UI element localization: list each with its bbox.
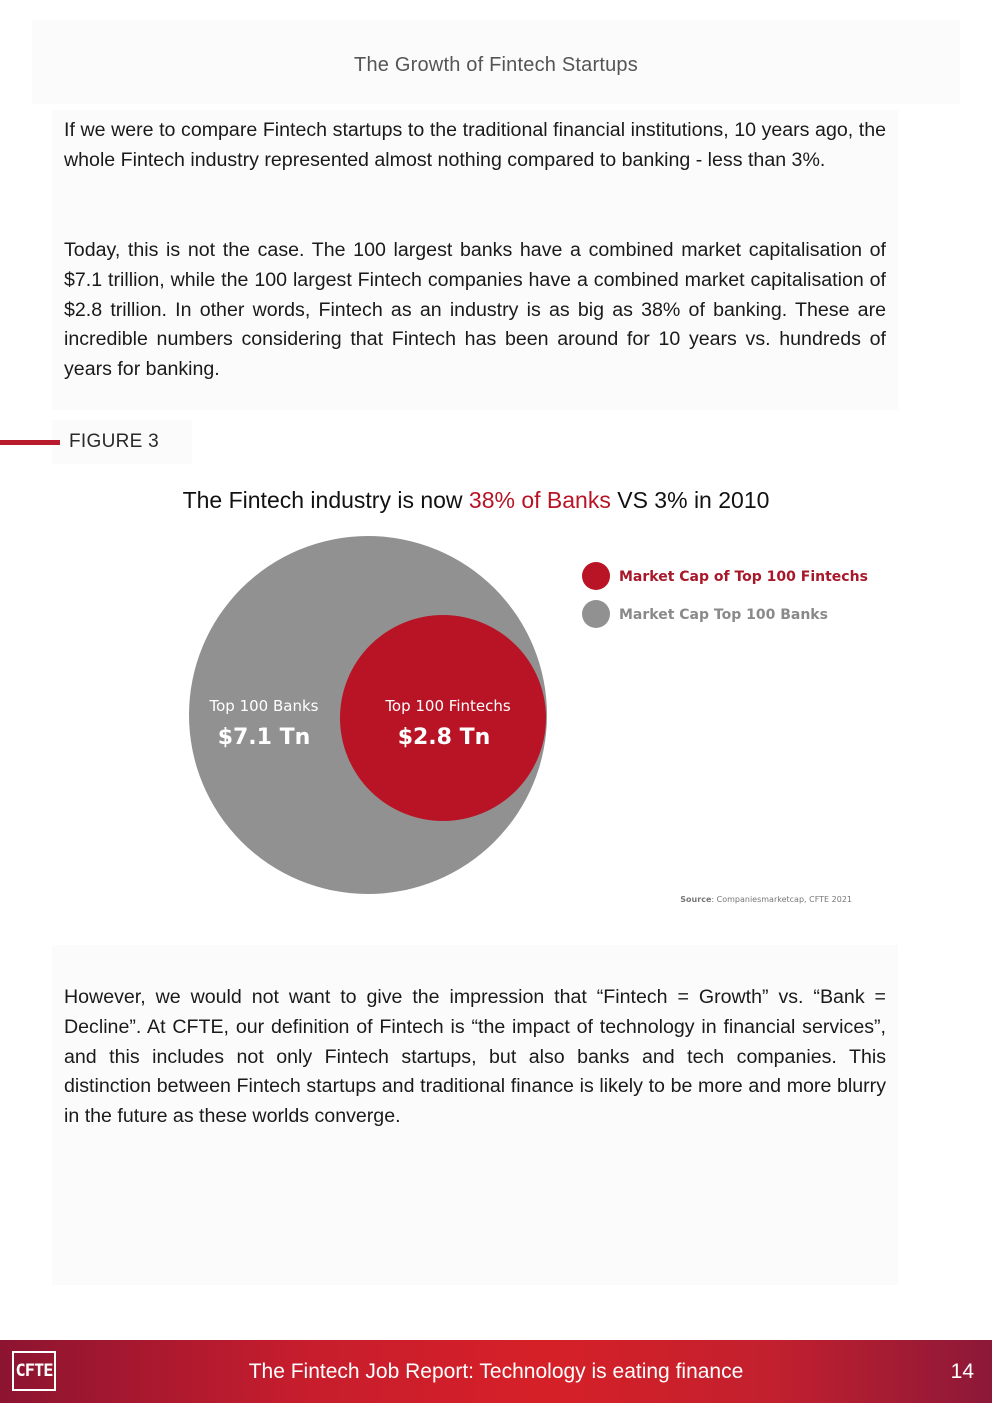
bubble-top-100-fintechs [340,615,546,821]
page-header [32,20,960,104]
legend-swatch-banks [582,600,610,628]
chart-source-label: Source [680,895,712,904]
legend-label-fintechs: Market Cap of Top 100 Fintechs [619,569,868,585]
fintech-bubble-label: Top 100 Fintechs [385,697,511,715]
legend-swatch-fintechs [582,562,610,590]
page-number: 14 [950,1360,974,1383]
chart-title-highlight: 38% of Banks [468,487,611,513]
chart-title-suffix: VS 3% in 2010 [610,487,770,513]
fintech-bubble-value: $2.8 Tn [397,725,491,750]
legend-label-banks: Market Cap Top 100 Banks [619,607,828,623]
bank-bubble-label: Top 100 Banks [209,697,319,715]
header-title: The Growth of Fintech Startups [354,54,638,76]
chart-source [680,895,852,904]
figure-rule [0,440,60,445]
chart-legend [582,562,868,628]
page-footer [0,1340,992,1403]
chart-title [183,487,770,513]
paragraph-today: Today, this is not the case. The 100 largest banks have a combined market capitalisation of $7.1 trillion, while the 100 largest Fintech companies have a combined market capitalisation of $2.8 trillion. In other words, Fintech as an industry is as big as 38% of banking. These are incredible numbers considering that Fintech has been around for 10 years vs. hundreds of years for banking. [64,239,886,381]
paragraph-definition: However, we would not want to give the impression that “Fintech = Growth” vs. “Bank = Decline”. At CFTE, our definition of Fintech is “the impact of technology in financial services”, and this includes not only Fintech startups, but also banks and tech companies. This distinction between Fintech startups and traditional finance is likely to be more and more blurry in the future as these worlds converge. [64,986,886,1128]
chart-source-text: : Companiesmarketcap, CFTE 2021 [711,895,852,904]
chart-title-prefix: The Fintech industry is now [182,487,469,513]
footer-title: The Fintech Job Report: Technology is eating finance [248,1360,744,1383]
bank-bubble-value: $7.1 Tn [217,725,311,750]
fintech-vs-banks-chart [0,470,992,920]
cfte-logo: CFTE [12,1351,56,1391]
figure-label: FIGURE 3 [69,431,160,452]
paragraph-intro: If we were to compare Fintech startups to the traditional financial institutions, 10 years ago, the whole Fintech industry represented almost nothing compared to banking - less than 3%. [64,119,886,171]
